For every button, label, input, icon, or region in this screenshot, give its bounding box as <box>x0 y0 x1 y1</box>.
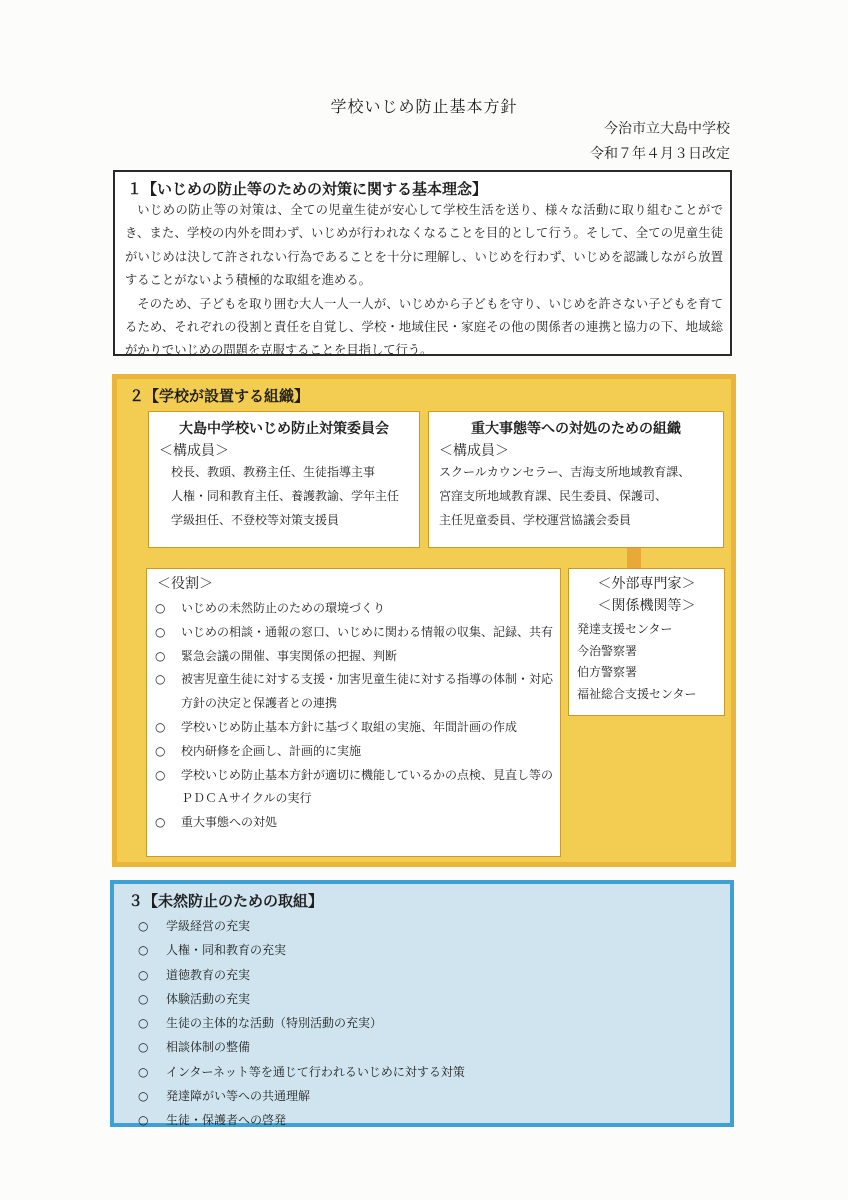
committee-box <box>148 411 420 548</box>
list-item: ○ 生徒の主体的な活動（特別活動の充実） <box>138 1011 465 1035</box>
section1-body <box>125 199 723 363</box>
circle-marker-icon: ○ <box>138 1089 149 1104</box>
revision-date: 令和７年４月３日改定 <box>590 146 730 162</box>
serious-incident-box <box>428 411 724 548</box>
circle-marker-icon: ○ <box>155 672 166 687</box>
member-line: 校長、教頭、教務主任、生徒指導主事 <box>171 465 376 479</box>
list-item: ○ 校内研修を企画し、計画的に実施 <box>155 740 560 764</box>
external-list <box>577 619 724 705</box>
section-basic-principle <box>113 170 732 356</box>
section1-heading: １【いじめの防止等のための対策に関する基本理念】 <box>127 180 488 198</box>
list-item: ○ インターネット等を通じて行われるいじめに対する対策 <box>138 1060 465 1084</box>
circle-marker-icon: ○ <box>138 967 149 982</box>
committee-members-label: ＜構成員＞ <box>159 443 229 459</box>
list-item: ○ いじめの相談・通報の窓口、いじめに関わる情報の収集、記録、共有 <box>155 621 560 645</box>
circle-marker-icon: ○ <box>138 1016 149 1031</box>
circle-marker-icon: ○ <box>138 1040 149 1055</box>
section-school-organization <box>112 374 736 867</box>
list-item: ○ いじめの未然防止のための環境づくり <box>155 597 560 621</box>
circle-marker-icon: ○ <box>155 719 166 734</box>
circle-marker-icon: ○ <box>138 919 149 933</box>
list-item: ○ 学級経営の充実 <box>138 914 465 938</box>
serious-members <box>439 460 723 532</box>
circle-marker-icon: ○ <box>155 815 166 830</box>
circle-marker-icon: ○ <box>155 624 166 639</box>
circle-marker-icon: ○ <box>155 601 166 615</box>
circle-marker-icon: ○ <box>138 943 149 958</box>
section3-heading: ３【未然防止のための取組】 <box>128 892 324 910</box>
experts-label: ＜外部専門家＞ <box>597 576 696 592</box>
list-item: ○ 生徒・保護者への啓発 <box>138 1108 465 1132</box>
external-experts-label <box>569 573 724 617</box>
section2-heading: ２【学校が設置する組織】 <box>129 387 310 405</box>
external-experts-box <box>568 568 725 716</box>
list-item: ○ 人権・同和教育の充実 <box>138 938 465 962</box>
section-prevention <box>110 880 734 1127</box>
serious-title: 重大事態等への対処のための組織 <box>471 421 681 437</box>
list-item: 今治警察署 <box>577 643 638 658</box>
circle-marker-icon: ○ <box>155 743 166 758</box>
roles-label: ＜役割＞ <box>157 576 213 592</box>
section1-paragraph: いじめの防止等の対策は、全ての児童生徒が安心して学校生活を送り、様々な活動に取り組むことができ、また、学校の内外を問わず、いじめが行われなくなることを目的として行う。そして、全ての児童生徒がいじめは決して許されない行為であることを十分に理解し、いじめを行わず、いじめを認識しながら放置することがないよう積極的な取組を進める。 <box>125 203 723 288</box>
circle-marker-icon: ○ <box>155 767 166 782</box>
list-item: ○ 重大事態への対処 <box>155 811 560 835</box>
connector-bar <box>627 548 641 568</box>
circle-marker-icon: ○ <box>138 1113 149 1128</box>
list-item: ○ 緊急会議の開催、事実関係の把握、判断 <box>155 645 560 669</box>
committee-members <box>171 460 419 532</box>
school-name: 今治市立大島中学校 <box>604 121 730 137</box>
list-item: 発達支援センター <box>577 622 673 636</box>
member-line: 主任児童委員、学校運営協議会委員 <box>439 513 632 527</box>
list-item: 伯方警察署 <box>577 665 638 679</box>
member-line: スクールカウンセラー、吉海支所地域教育課、 <box>439 465 691 479</box>
agencies-label: ＜関係機関等＞ <box>597 598 696 614</box>
roles-list <box>147 597 560 835</box>
list-item: ○ 学校いじめ防止基本方針に基づく取組の実施、年間計画の作成 <box>155 716 560 740</box>
circle-marker-icon: ○ <box>138 1064 149 1079</box>
list-item: 福祉総合支援センター <box>577 686 697 701</box>
serious-members-label: ＜構成員＞ <box>439 443 509 459</box>
member-line: 人権・同和教育主任、養護教諭、学年主任 <box>171 489 400 503</box>
page-title: 学校いじめ防止基本方針 <box>330 97 518 116</box>
list-item: ○ 発達障がい等への共通理解 <box>138 1084 465 1108</box>
roles-box <box>146 568 561 857</box>
section1-paragraph: そのため、子どもを取り囲む大人一人一人が、いじめから子どもを守り、いじめを許さない子どもを育てるため、それぞれの役割と責任を自覚し、学校・地域住民・家庭その他の関係者の連携と協力の下、地域総がかりでいじめの問題を克服することを目指して行う。 <box>125 296 723 358</box>
list-item: ○ 学校いじめ防止基本方針が適切に機能しているかの点検、見直し等のＰＤＣＡサイクルの実行 <box>155 764 560 812</box>
list-item: ○ 体験活動の充実 <box>138 987 465 1011</box>
prevention-list <box>138 914 465 1133</box>
circle-marker-icon: ○ <box>138 991 149 1006</box>
member-line: 学級担任、不登校等対策支援員 <box>171 513 340 527</box>
list-item: ○ 相談体制の整備 <box>138 1035 465 1059</box>
circle-marker-icon: ○ <box>155 648 166 663</box>
list-item: ○ 道徳教育の充実 <box>138 963 465 987</box>
member-line: 宮窪支所地域教育課、民生委員、保護司、 <box>439 489 668 503</box>
list-item: ○ 被害児童生徒に対する支援・加害児童生徒に対する指導の体制・対応方針の決定と保護者との連携 <box>155 668 560 716</box>
committee-title: 大島中学校いじめ防止対策委員会 <box>179 421 389 437</box>
